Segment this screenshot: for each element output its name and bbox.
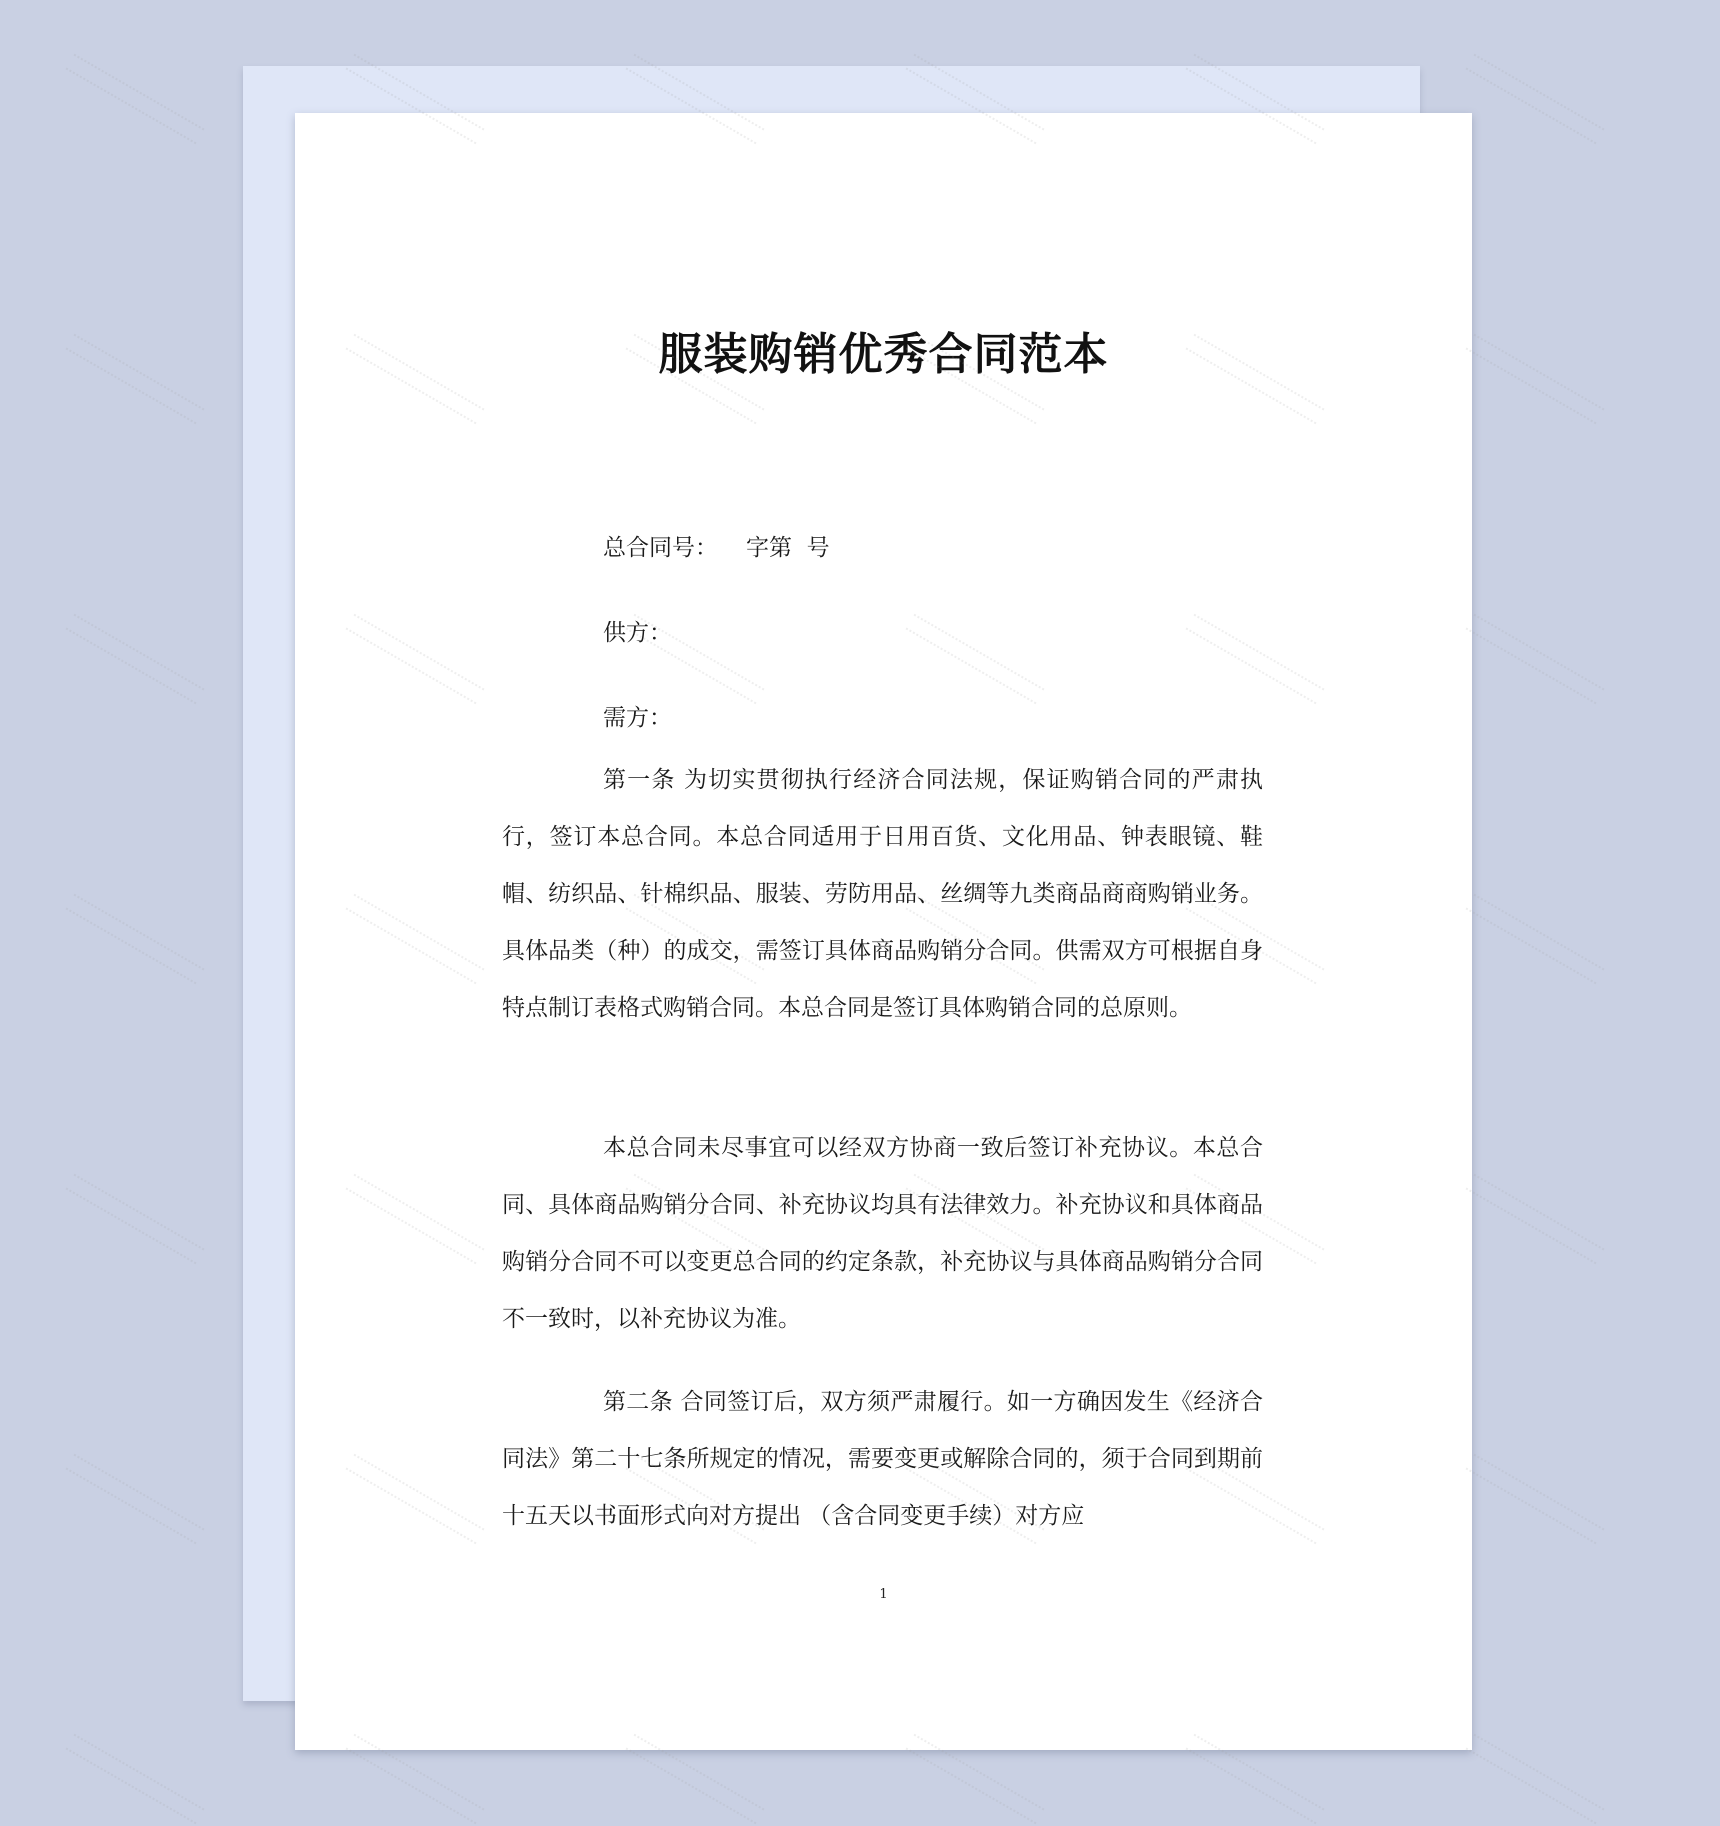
watermark-mark — [66, 894, 205, 985]
paragraph-supplement: 本总合同未尽事宜可以经双方协商一致后签订补充协议。本总合同、具体商品购销分合同、补充协议均具有法律效力。补充协议和具体商品购销分合同不可以变更总合同的约定条款，补充协议与具体商品购销分合同不一致时，以补充协议为准。 — [502, 1135, 1263, 1332]
watermark-mark — [1466, 894, 1605, 985]
contract-number-value: 字第 号 — [746, 535, 830, 561]
watermark-mark — [1466, 1174, 1605, 1265]
watermark-mark — [66, 334, 205, 425]
watermark-mark — [1466, 334, 1605, 425]
document-title: 服装购销优秀合同范本 — [658, 329, 1109, 380]
watermark-mark — [66, 1454, 205, 1545]
supplier-label: 供方： — [603, 620, 672, 646]
watermark-mark — [1466, 1454, 1605, 1545]
watermark-mark — [66, 1174, 205, 1265]
buyer-label: 需方： — [603, 705, 672, 731]
watermark-mark — [66, 54, 205, 145]
watermark-mark — [66, 1734, 205, 1825]
document-page — [295, 113, 1472, 1750]
contract-number-label: 总合同号： — [603, 535, 718, 561]
watermark-mark — [1466, 614, 1605, 705]
watermark-mark — [1466, 1734, 1605, 1825]
paragraph-article-1: 第一条 为切实贯彻执行经济合同法规，保证购销合同的严肃执行，签订本总合同。本总合同适用于日用百货、文化用品、钟表眼镜、鞋帽、纺织品、针棉织品、服装、劳防用品、丝绸等九类商品商商购销业务。具体品类（种）的成交，需签订具体商品购销分合同。供需双方可根据自身特点制订表格式购销合同。本总合同是签订具体购销合同的总原则。 — [502, 767, 1263, 1021]
watermark-mark — [66, 614, 205, 705]
watermark-mark — [1466, 54, 1605, 145]
page-number: 1 — [879, 1587, 888, 1602]
contract-number-line — [603, 529, 830, 562]
paragraph-article-2: 第二条 合同签订后，双方须严肃履行。如一方确因发生《经济合同法》第二十七条所规定的情况，需要变更或解除合同的，须于合同到期前十五天以书面形式向对方提出 （含合同变更手续）对方应 — [502, 1389, 1263, 1529]
